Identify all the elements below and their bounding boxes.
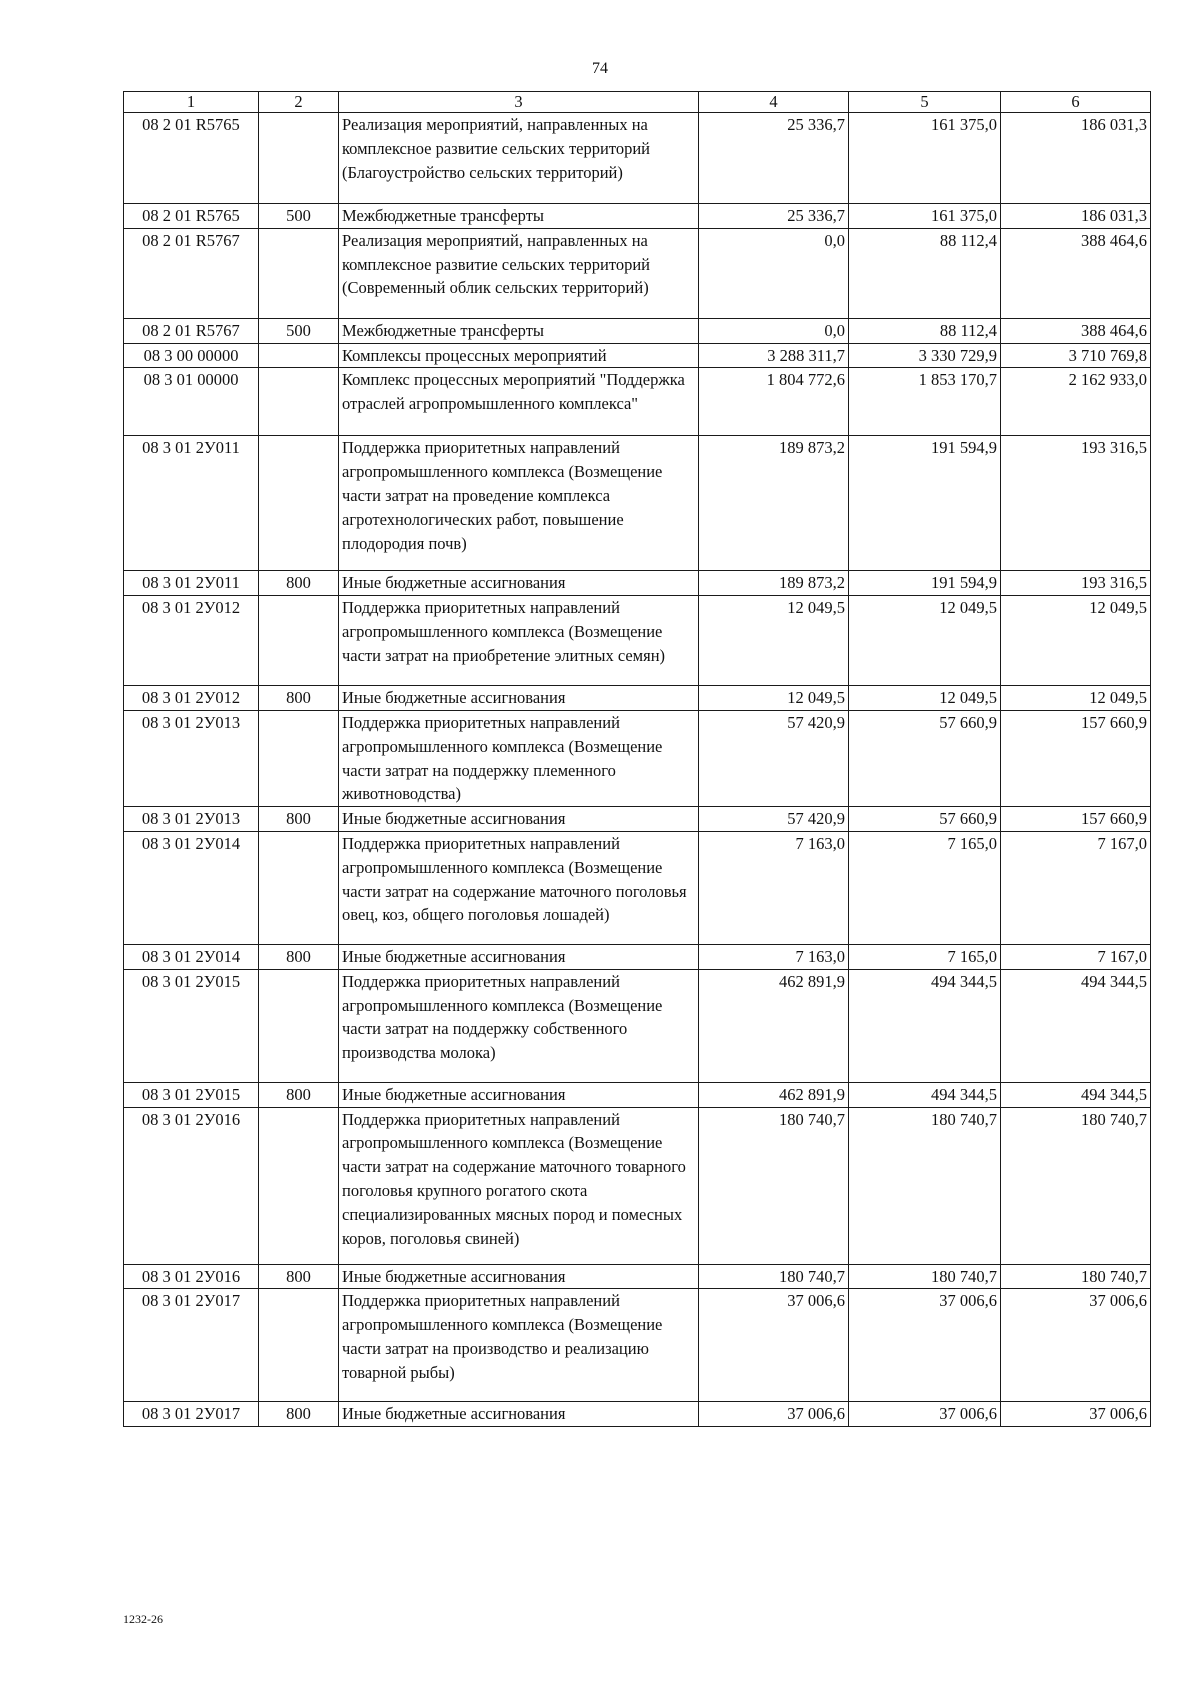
amount-col5-cell: 88 112,4 — [849, 228, 1001, 318]
amount-col5-cell: 191 594,9 — [849, 571, 1001, 596]
amount-col5-cell: 7 165,0 — [849, 831, 1001, 944]
amount-col6-cell: 186 031,3 — [1001, 204, 1151, 229]
amount-col4-cell: 189 873,2 — [699, 436, 849, 571]
amount-col4-cell: 462 891,9 — [699, 969, 849, 1082]
budget-code-cell: 08 3 01 2У011 — [124, 571, 259, 596]
table-row — [124, 1264, 1151, 1289]
amount-col5-cell: 180 740,7 — [849, 1107, 1001, 1264]
table-row — [124, 436, 1151, 571]
column-header: 2 — [259, 92, 339, 113]
table-header-row — [124, 92, 1151, 113]
amount-col5-cell: 494 344,5 — [849, 969, 1001, 1082]
budget-code-cell: 08 3 01 2У013 — [124, 807, 259, 832]
amount-col6-cell: 3 710 769,8 — [1001, 343, 1151, 368]
expense-type-cell: 800 — [259, 944, 339, 969]
expense-type-cell: 500 — [259, 318, 339, 343]
item-name-cell: Иные бюджетные ассигнования — [339, 1402, 699, 1427]
expense-type-cell — [259, 1289, 339, 1402]
amount-col4-cell: 189 873,2 — [699, 571, 849, 596]
table-row — [124, 228, 1151, 318]
column-header: 4 — [699, 92, 849, 113]
document-footer-code: 1232-26 — [123, 1612, 163, 1626]
expense-type-cell — [259, 969, 339, 1082]
table-row — [124, 596, 1151, 686]
amount-col6-cell: 37 006,6 — [1001, 1289, 1151, 1402]
table-row — [124, 686, 1151, 711]
amount-col6-cell: 7 167,0 — [1001, 831, 1151, 944]
item-name-cell: Поддержка приоритетных направлений агропромышленного комплекса (Возмещение части затрат на приобретение элитных семян) — [339, 596, 699, 686]
expense-type-cell: 500 — [259, 204, 339, 229]
budget-code-cell: 08 3 01 2У015 — [124, 969, 259, 1082]
budget-code-cell: 08 3 00 00000 — [124, 343, 259, 368]
item-name-cell: Межбюджетные трансферты — [339, 204, 699, 229]
item-name-cell: Поддержка приоритетных направлений агропромышленного комплекса (Возмещение части затрат на поддержку собственного производства молока) — [339, 969, 699, 1082]
table-row — [124, 343, 1151, 368]
amount-col5-cell: 161 375,0 — [849, 204, 1001, 229]
budget-table — [123, 91, 1151, 1427]
item-name-cell: Поддержка приоритетных направлений агропромышленного комплекса (Возмещение части затрат на проведение комплекса агротехнологических работ, повышение плодородия почв) — [339, 436, 699, 571]
table-row — [124, 807, 1151, 832]
expense-type-cell: 800 — [259, 1264, 339, 1289]
item-name-cell: Иные бюджетные ассигнования — [339, 1082, 699, 1107]
table-row — [124, 710, 1151, 806]
budget-code-cell: 08 3 01 2У017 — [124, 1289, 259, 1402]
amount-col4-cell: 462 891,9 — [699, 1082, 849, 1107]
amount-col6-cell: 12 049,5 — [1001, 596, 1151, 686]
amount-col4-cell: 0,0 — [699, 228, 849, 318]
amount-col5-cell: 180 740,7 — [849, 1264, 1001, 1289]
amount-col5-cell: 88 112,4 — [849, 318, 1001, 343]
budget-code-cell: 08 2 01 R5765 — [124, 113, 259, 204]
amount-col4-cell: 25 336,7 — [699, 204, 849, 229]
budget-code-cell: 08 2 01 R5767 — [124, 228, 259, 318]
item-name-cell: Иные бюджетные ассигнования — [339, 571, 699, 596]
amount-col4-cell: 57 420,9 — [699, 807, 849, 832]
budget-code-cell: 08 2 01 R5765 — [124, 204, 259, 229]
budget-code-cell: 08 3 01 2У012 — [124, 596, 259, 686]
expense-type-cell — [259, 368, 339, 436]
amount-col4-cell: 37 006,6 — [699, 1289, 849, 1402]
amount-col4-cell: 180 740,7 — [699, 1264, 849, 1289]
amount-col5-cell: 57 660,9 — [849, 710, 1001, 806]
table-row — [124, 113, 1151, 204]
amount-col4-cell: 12 049,5 — [699, 686, 849, 711]
budget-code-cell: 08 3 01 2У013 — [124, 710, 259, 806]
amount-col5-cell: 3 330 729,9 — [849, 343, 1001, 368]
amount-col6-cell: 180 740,7 — [1001, 1107, 1151, 1264]
column-header: 3 — [339, 92, 699, 113]
amount-col6-cell: 7 167,0 — [1001, 944, 1151, 969]
table-row — [124, 969, 1151, 1082]
table-row — [124, 1289, 1151, 1402]
item-name-cell: Иные бюджетные ассигнования — [339, 1264, 699, 1289]
amount-col4-cell: 57 420,9 — [699, 710, 849, 806]
budget-code-cell: 08 3 01 2У016 — [124, 1264, 259, 1289]
column-header: 6 — [1001, 92, 1151, 113]
amount-col4-cell: 7 163,0 — [699, 831, 849, 944]
expense-type-cell: 800 — [259, 807, 339, 832]
expense-type-cell: 800 — [259, 571, 339, 596]
amount-col6-cell: 37 006,6 — [1001, 1402, 1151, 1427]
budget-code-cell: 08 3 01 2У017 — [124, 1402, 259, 1427]
amount-col6-cell: 180 740,7 — [1001, 1264, 1151, 1289]
amount-col5-cell: 37 006,6 — [849, 1289, 1001, 1402]
amount-col6-cell: 388 464,6 — [1001, 318, 1151, 343]
amount-col4-cell: 7 163,0 — [699, 944, 849, 969]
table-row — [124, 368, 1151, 436]
table-row — [124, 1082, 1151, 1107]
amount-col6-cell: 186 031,3 — [1001, 113, 1151, 204]
item-name-cell: Поддержка приоритетных направлений агропромышленного комплекса (Возмещение части затрат на содержание маточного поголовья овец, коз, общего поголовья лошадей) — [339, 831, 699, 944]
amount-col4-cell: 180 740,7 — [699, 1107, 849, 1264]
amount-col5-cell: 57 660,9 — [849, 807, 1001, 832]
item-name-cell: Поддержка приоритетных направлений агропромышленного комплекса (Возмещение части затрат на производство и реализацию товарной рыбы) — [339, 1289, 699, 1402]
table-row — [124, 204, 1151, 229]
table-row — [124, 1107, 1151, 1264]
amount-col5-cell: 161 375,0 — [849, 113, 1001, 204]
expense-type-cell — [259, 113, 339, 204]
expense-type-cell: 800 — [259, 1402, 339, 1427]
item-name-cell: Иные бюджетные ассигнования — [339, 686, 699, 711]
budget-code-cell: 08 3 01 2У011 — [124, 436, 259, 571]
table-row — [124, 1402, 1151, 1427]
item-name-cell: Комплексы процессных мероприятий — [339, 343, 699, 368]
expense-type-cell — [259, 343, 339, 368]
budget-code-cell: 08 3 01 2У014 — [124, 831, 259, 944]
item-name-cell: Реализация мероприятий, направленных на комплексное развитие сельских территорий (Благоустройство сельских территорий) — [339, 113, 699, 204]
expense-type-cell: 800 — [259, 1082, 339, 1107]
amount-col5-cell: 191 594,9 — [849, 436, 1001, 571]
amount-col6-cell: 193 316,5 — [1001, 571, 1151, 596]
amount-col4-cell: 3 288 311,7 — [699, 343, 849, 368]
amount-col6-cell: 157 660,9 — [1001, 807, 1151, 832]
amount-col5-cell: 1 853 170,7 — [849, 368, 1001, 436]
table-row — [124, 831, 1151, 944]
amount-col6-cell: 2 162 933,0 — [1001, 368, 1151, 436]
amount-col5-cell: 494 344,5 — [849, 1082, 1001, 1107]
expense-type-cell — [259, 596, 339, 686]
item-name-cell: Иные бюджетные ассигнования — [339, 807, 699, 832]
amount-col6-cell: 193 316,5 — [1001, 436, 1151, 571]
amount-col5-cell: 7 165,0 — [849, 944, 1001, 969]
item-name-cell: Поддержка приоритетных направлений агропромышленного комплекса (Возмещение части затрат на содержание маточного товарного поголовья крупного рогатого скота специализированных мясных пород и помесных коров, поголовья свиней) — [339, 1107, 699, 1264]
amount-col6-cell: 157 660,9 — [1001, 710, 1151, 806]
table-row — [124, 318, 1151, 343]
amount-col4-cell: 37 006,6 — [699, 1402, 849, 1427]
amount-col4-cell: 12 049,5 — [699, 596, 849, 686]
amount-col6-cell: 388 464,6 — [1001, 228, 1151, 318]
amount-col6-cell: 494 344,5 — [1001, 1082, 1151, 1107]
amount-col4-cell: 1 804 772,6 — [699, 368, 849, 436]
table-row — [124, 944, 1151, 969]
expense-type-cell — [259, 436, 339, 571]
amount-col4-cell: 0,0 — [699, 318, 849, 343]
item-name-cell: Межбюджетные трансферты — [339, 318, 699, 343]
expense-type-cell — [259, 710, 339, 806]
table-row — [124, 571, 1151, 596]
amount-col5-cell: 37 006,6 — [849, 1402, 1001, 1427]
column-header: 5 — [849, 92, 1001, 113]
budget-code-cell: 08 3 01 2У015 — [124, 1082, 259, 1107]
expense-type-cell — [259, 228, 339, 318]
page-number: 74 — [592, 60, 608, 77]
expense-type-cell — [259, 831, 339, 944]
expense-type-cell — [259, 1107, 339, 1264]
budget-code-cell: 08 3 01 2У016 — [124, 1107, 259, 1264]
budget-code-cell: 08 3 01 00000 — [124, 368, 259, 436]
budget-code-cell: 08 2 01 R5767 — [124, 318, 259, 343]
amount-col5-cell: 12 049,5 — [849, 686, 1001, 711]
item-name-cell: Комплекс процессных мероприятий "Поддержка отраслей агропромышленного комплекса" — [339, 368, 699, 436]
item-name-cell: Реализация мероприятий, направленных на комплексное развитие сельских территорий (Современный облик сельских территорий) — [339, 228, 699, 318]
amount-col5-cell: 12 049,5 — [849, 596, 1001, 686]
budget-code-cell: 08 3 01 2У014 — [124, 944, 259, 969]
item-name-cell: Поддержка приоритетных направлений агропромышленного комплекса (Возмещение части затрат на поддержку племенного животноводства) — [339, 710, 699, 806]
budget-code-cell: 08 3 01 2У012 — [124, 686, 259, 711]
amount-col4-cell: 25 336,7 — [699, 113, 849, 204]
amount-col6-cell: 494 344,5 — [1001, 969, 1151, 1082]
column-header: 1 — [124, 92, 259, 113]
item-name-cell: Иные бюджетные ассигнования — [339, 944, 699, 969]
amount-col6-cell: 12 049,5 — [1001, 686, 1151, 711]
expense-type-cell: 800 — [259, 686, 339, 711]
